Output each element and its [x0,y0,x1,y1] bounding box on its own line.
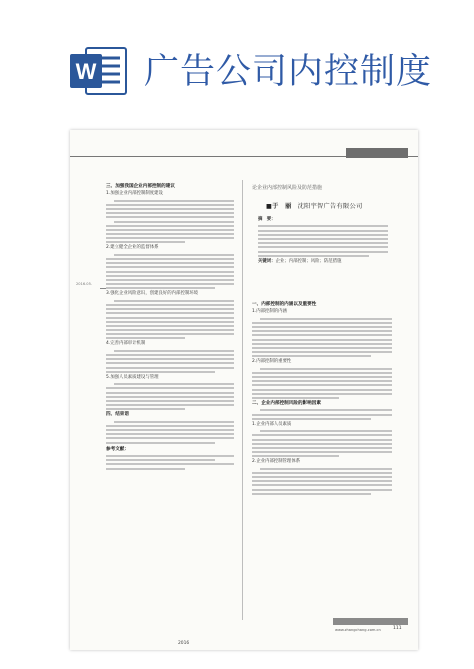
text-line-placeholder [106,387,234,389]
text-line-placeholder [106,271,234,273]
text-line-placeholder [106,237,234,239]
text-line-placeholder [106,371,215,373]
text-line-placeholder [106,283,234,285]
text-line-placeholder [252,339,392,341]
text-line-placeholder [252,439,392,441]
text-line-placeholder [252,397,339,399]
text-line-placeholder [252,393,392,395]
text-line-placeholder [106,241,185,243]
footer-url: www.zhangchang.com.cn [335,628,381,632]
text-line-placeholder [106,266,234,268]
text-line-placeholder [260,430,392,432]
page-corner-block [346,148,408,158]
page-footer [333,618,408,640]
text-line-placeholder [106,442,215,444]
text-line-placeholder [252,330,392,332]
running-head: 论企业内部控制风险及防范措施 [252,185,323,191]
text-line-placeholder [106,204,234,206]
abstract-label: 摘 要： [258,217,276,222]
section-heading: 二、企业内部控制风险的影响因素 [252,400,321,406]
text-line-placeholder [252,472,392,474]
text-line-placeholder [252,447,392,449]
text-line-placeholder [258,230,388,232]
text-line-placeholder [106,425,234,427]
text-line-placeholder [260,468,392,470]
text-line-placeholder [252,372,392,374]
text-line-placeholder [252,389,392,391]
text-line-placeholder [106,433,234,435]
section-heading: 三、加强我国企业内部控制的建议 [106,184,175,189]
text-line-placeholder [258,251,388,253]
text-line-placeholder [106,333,234,335]
right-column [252,300,392,497]
text-line-placeholder [114,200,234,202]
text-line-placeholder [252,489,392,491]
text-line-placeholder [106,287,215,289]
subsection-heading: 1.企业内部人员素质 [252,421,292,427]
text-line-placeholder [252,455,339,457]
text-line-placeholder [252,493,371,495]
text-line-placeholder [106,367,234,369]
margin-note: 2016.05. [76,282,93,286]
text-line-placeholder [252,384,392,386]
subsection-heading: 5.加强人员素质建设与管理 [106,374,159,380]
author-name: ■于 丽 [266,203,292,210]
text-line-placeholder [260,318,392,320]
text-line-placeholder [252,434,392,436]
subsection-heading: 4.完善内部审计机制 [106,341,146,347]
subsection-heading: 1.加强企业内部控制制度建设 [106,191,163,197]
text-line-placeholder [106,325,234,327]
text-line-placeholder [106,225,234,227]
text-line-placeholder [106,437,234,439]
keywords-line [258,259,388,265]
text-line-placeholder [260,409,392,411]
abstract-block [258,216,388,265]
document-banner [0,0,474,128]
text-line-placeholder [252,443,392,445]
left-page-number: 2016 [178,641,190,646]
text-line-placeholder [252,334,392,336]
text-line-placeholder [252,380,392,382]
text-line-placeholder [114,383,234,385]
text-line-placeholder [106,429,234,431]
text-line-placeholder [106,396,234,398]
subsection-heading: 2.建立健全企业的监督体系 [106,245,159,251]
text-line-placeholder [106,208,234,210]
text-line-placeholder [106,229,234,231]
text-line-placeholder [252,355,371,357]
subsection-heading: 2.企业内部控制管理体系 [252,459,301,465]
text-line-placeholder [106,233,234,235]
text-line-placeholder [106,321,234,323]
left-column [106,182,234,472]
text-line-placeholder [114,221,234,223]
subsection-heading: 1.内部控制的内涵 [252,309,287,315]
text-line-placeholder [106,354,234,356]
text-line-placeholder [258,234,388,236]
text-line-placeholder [106,262,234,264]
footer-page-number: 111 [393,626,402,631]
text-line-placeholder [252,480,392,482]
text-line-placeholder [106,317,234,319]
logo-letter: W [75,59,97,84]
banner-title: 广告公司内控制度 [144,52,433,92]
subsection-heading: 3.强化企业风险意识，创建良好的内部控制环境 [106,291,199,297]
reference-line-placeholder [106,468,185,470]
text-line-placeholder [252,484,392,486]
text-line-placeholder [106,279,234,281]
word-document-icon [68,44,128,98]
keywords-text: 企业；内部控制；风险；防范措施 [275,258,342,264]
text-line-placeholder [260,368,392,370]
text-line-placeholder [252,418,371,420]
references-heading: 参考文献： [106,446,129,452]
text-line-placeholder [106,400,234,402]
reference-line-placeholder [106,459,215,461]
column-divider [242,180,243,620]
text-line-placeholder [252,343,392,345]
text-line-placeholder [114,254,234,256]
reference-line-placeholder [106,455,234,457]
text-line-placeholder [252,347,392,349]
text-line-placeholder [106,358,234,360]
text-line-placeholder [106,408,185,410]
text-line-placeholder [106,337,185,339]
text-line-placeholder [252,376,392,378]
text-line-placeholder [114,300,234,302]
text-line-placeholder [106,312,234,314]
text-line-placeholder [252,476,392,478]
author-organization: 沈阳宇智广告有限公司 [297,203,363,210]
text-line-placeholder [252,351,392,353]
text-line-placeholder [106,304,234,306]
text-line-placeholder [252,451,392,453]
subsection-heading: 2.内部控制的重要性 [252,359,292,365]
text-line-placeholder [258,238,388,240]
text-line-placeholder [252,322,392,324]
text-line-placeholder [258,255,369,257]
text-line-placeholder [106,308,234,310]
section-heading: 一、内部控制的内涵以及重要性 [252,302,317,307]
text-line-placeholder [106,216,234,218]
text-line-placeholder [252,326,392,328]
article-author-line [266,201,362,210]
text-line-placeholder [106,362,234,364]
text-line-placeholder [106,258,234,260]
text-line-placeholder [252,414,392,416]
text-line-placeholder [114,421,234,423]
text-line-placeholder [258,225,388,227]
scanned-page [70,130,418,650]
text-line-placeholder [106,404,234,406]
text-line-placeholder [114,350,234,352]
section-heading: 四、结束语 [106,412,129,418]
text-line-placeholder [106,392,234,394]
text-line-placeholder [258,242,388,244]
text-line-placeholder [258,246,388,248]
text-line-placeholder [106,212,234,214]
footer-band [333,618,408,625]
text-line-placeholder [106,329,234,331]
keywords-label: 关键词： [258,258,276,264]
reference-line-placeholder [106,463,234,465]
text-line-placeholder [106,275,234,277]
